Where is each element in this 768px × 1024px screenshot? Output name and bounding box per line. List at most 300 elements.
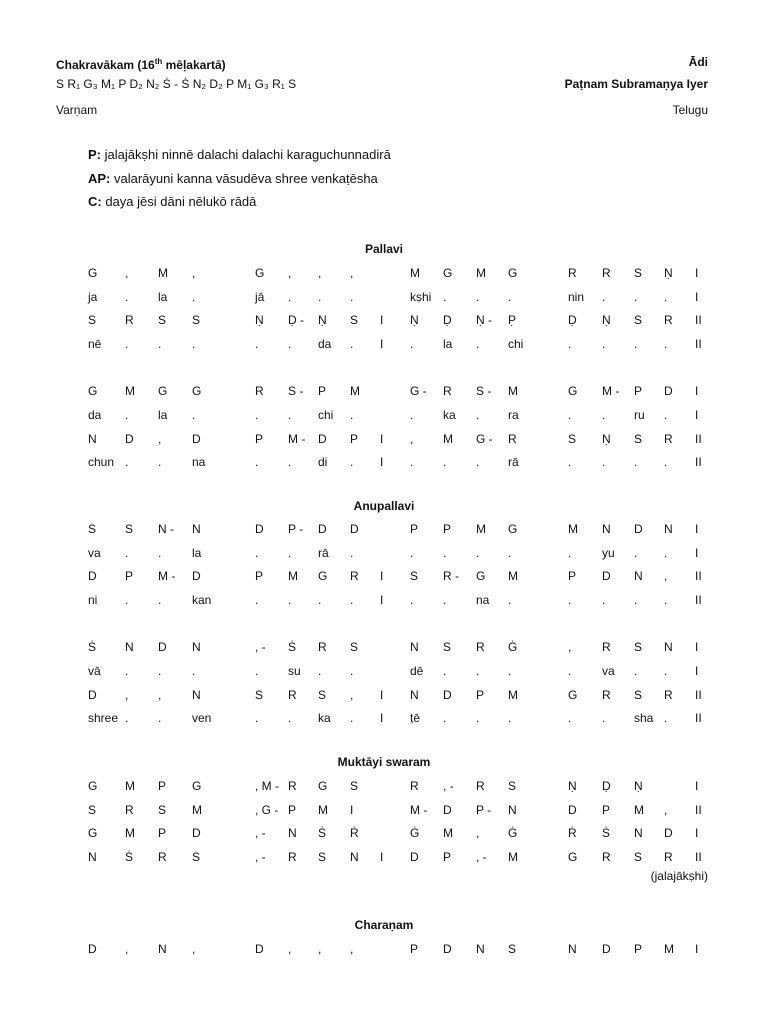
notation-cell: , (568, 640, 572, 654)
notation-cell: P - (476, 803, 492, 817)
notation-cell: vā (88, 664, 101, 678)
notation-cell: P (158, 826, 167, 840)
bar-separator: I (695, 266, 699, 280)
notation-cell: N (664, 640, 673, 654)
tala-label: Ādi (688, 55, 708, 69)
notation-cell: . (443, 455, 447, 469)
notation-cell: P (602, 803, 611, 817)
notation-cell: . (476, 337, 480, 351)
notation-cell: R (125, 803, 134, 817)
notation-cell: . (350, 664, 354, 678)
notation-cell: D (664, 826, 673, 840)
notation-cell: N (350, 850, 359, 864)
notation-cell: N (508, 803, 517, 817)
notation-cell: N (410, 688, 419, 702)
notation-cell: R (664, 432, 673, 446)
section-title: Muktāyi swaram (337, 755, 431, 769)
notation-cell: G (318, 779, 328, 793)
notation-cell: , (288, 942, 292, 956)
notation-cell: Ḍ - (288, 313, 304, 327)
notation-cell: dē (410, 664, 424, 678)
notation-cell: . (288, 290, 292, 304)
notation-cell: P (410, 942, 419, 956)
notation-cell: G (255, 266, 265, 280)
notation-cell: N (192, 522, 201, 536)
notation-cell: Ṡ (288, 640, 297, 654)
notation-cell: . (158, 593, 162, 607)
notation-cell: R (602, 688, 611, 702)
notation-cell: R (476, 640, 485, 654)
notation-cell: D (443, 942, 452, 956)
notation-cell: R (318, 640, 327, 654)
notation-cell: Ṇ (255, 313, 264, 327)
notation-cell: M (508, 688, 518, 702)
notation-cell: N (88, 850, 97, 864)
notation-cell: M (664, 942, 674, 956)
notation-cell: G (318, 569, 328, 583)
notation-cell: . (255, 664, 259, 678)
notation-cell: G - (476, 432, 493, 446)
notation-cell: S - (476, 384, 492, 398)
notation-cell: ru (634, 408, 645, 422)
notation-cell: , - (443, 779, 454, 793)
lyric-charanam (88, 194, 256, 209)
notation-cell: , (125, 266, 129, 280)
notation-cell: la (158, 290, 168, 304)
notation-cell: R (255, 384, 264, 398)
notation-cell: Ḍ (443, 313, 452, 327)
notation-cell: yu (602, 546, 615, 560)
notation-cell: . (508, 711, 512, 725)
notation-cell: Ṡ (88, 640, 97, 654)
section-note: (jalajākṣhi) (650, 869, 708, 883)
notation-cell: , (410, 432, 414, 446)
lyric-pallavi (88, 147, 391, 162)
notation-cell: P (288, 803, 297, 817)
notation-cell: R (508, 432, 517, 446)
notation-cell: G (192, 779, 202, 793)
bar-separator: I (350, 803, 354, 817)
bar-separator: II (695, 688, 702, 702)
notation-cell: . (125, 337, 129, 351)
notation-cell: su (288, 664, 301, 678)
notation-cell: . (443, 593, 447, 607)
bar-separator: II (695, 711, 702, 725)
notation-cell: , - (255, 826, 266, 840)
notation-cell: N (88, 432, 97, 446)
notation-cell: D (88, 569, 97, 583)
notation-cell: . (476, 455, 480, 469)
notation-cell: . (125, 455, 129, 469)
notation-cell: . (602, 408, 606, 422)
composition-form: Varṇam (56, 103, 98, 117)
notation-cell: P (125, 569, 134, 583)
notation-cell: . (288, 593, 292, 607)
notation-cell: R (443, 384, 452, 398)
notation-cell: D (192, 432, 201, 446)
notation-cell: . (410, 408, 414, 422)
notation-cell: ja (88, 290, 98, 304)
notation-cell: , (125, 688, 129, 702)
notation-cell: . (568, 408, 572, 422)
notation-cell: S (634, 850, 643, 864)
notation-cell: Ġ (508, 640, 518, 654)
notation-cell: ka (318, 711, 331, 725)
notation-cell: D (88, 942, 97, 956)
notation-cell: , (664, 569, 668, 583)
notation-cell: M (158, 266, 168, 280)
notation-cell: M (443, 826, 453, 840)
notation-cell: S (158, 313, 167, 327)
notation-cell: P (410, 522, 419, 536)
notation-cell: P (255, 432, 264, 446)
notation-cell: P (634, 942, 643, 956)
lyric-key: P: (88, 147, 101, 162)
notation-cell: R (288, 779, 297, 793)
notation-cell: , (350, 688, 354, 702)
notation-cell: . (125, 408, 129, 422)
notation-cell: . (158, 711, 162, 725)
notation-cell: . (634, 664, 638, 678)
notation-cell: , - (255, 850, 266, 864)
notation-cell: D (125, 432, 134, 446)
bar-separator: II (695, 593, 702, 607)
notation-cell: . (634, 593, 638, 607)
notation-cell: kṣhi (410, 290, 432, 304)
language: Telugu (672, 103, 708, 117)
notation-cell: N (664, 522, 673, 536)
notation-cell: M - (158, 569, 176, 583)
notation-cell: G (476, 569, 486, 583)
notation-cell: G (508, 522, 518, 536)
bar-separator: II (695, 432, 702, 446)
notation-cell: . (664, 664, 668, 678)
notation-cell: , (288, 266, 292, 280)
notation-cell: R (476, 779, 485, 793)
bar-separator: I (695, 826, 699, 840)
notation-cell: P (443, 850, 452, 864)
bar-separator: II (695, 313, 702, 327)
notation-cell: Ġ (410, 826, 420, 840)
notation-cell: , G - (255, 803, 279, 817)
notation-cell: , (664, 803, 668, 817)
notation-cell: R (288, 850, 297, 864)
raga-name-prefix: Chakravākam (16 (56, 58, 155, 72)
notation-cell: N (125, 640, 134, 654)
notation-cell: G (568, 850, 578, 864)
notation-cell: D (350, 522, 359, 536)
notation-cell: S (443, 640, 452, 654)
tala (689, 55, 708, 69)
notation-cell: G - (410, 384, 427, 398)
notation-cell: M (125, 826, 135, 840)
notation-cell: P (568, 569, 577, 583)
notation-cell: M - (410, 803, 428, 817)
bar-separator: II (695, 569, 702, 583)
notation-cell: . (508, 290, 512, 304)
notation-cell: rā (508, 455, 519, 469)
notation-cell: S (508, 779, 517, 793)
notation-cell: . (476, 408, 480, 422)
notation-cell: G (508, 266, 518, 280)
notation-cell: N (288, 826, 297, 840)
notation-cell: . (443, 546, 447, 560)
notation-cell: . (568, 337, 572, 351)
notation-cell: Ṇ (602, 313, 611, 327)
notation-cell: shree (88, 711, 119, 725)
notation-cell: . (664, 711, 668, 725)
notation-cell: . (443, 711, 447, 725)
notation-cell: . (125, 593, 129, 607)
notation-cell: va (88, 546, 101, 560)
notation-cell: , - (255, 640, 266, 654)
notation-cell: N (192, 640, 201, 654)
notation-cell: . (568, 455, 572, 469)
notation-cell: N - (158, 522, 174, 536)
notation-cell: nin (568, 290, 585, 304)
lyric-anupallavi (88, 171, 378, 186)
notation-cell: D (634, 522, 643, 536)
notation-cell: Ḍ (602, 779, 611, 793)
notation-cell: D (255, 522, 264, 536)
notation-cell: , (158, 432, 162, 446)
notation-cell: D (158, 640, 167, 654)
notation-cell: . (318, 290, 322, 304)
notation-cell: M (476, 522, 486, 536)
notation-cell: la (158, 408, 168, 422)
notation-cell: . (476, 664, 480, 678)
notation-cell: ka (443, 408, 456, 422)
notation-cell: . (318, 664, 322, 678)
bar-separator: I (695, 408, 699, 422)
notation-cell: , (476, 826, 480, 840)
notation-cell: D (192, 569, 201, 583)
bar-separator: I (380, 688, 384, 702)
notation-cell: chun (88, 455, 115, 469)
notation-cell: ra (508, 408, 519, 422)
notation-cell: M - (288, 432, 306, 446)
notation-cell: M (350, 384, 360, 398)
notation-cell: , M - (255, 779, 279, 793)
notation-cell: ṭē (410, 711, 421, 725)
notation-cell: Ġ (508, 826, 518, 840)
lyric-key: AP: (88, 171, 111, 186)
notation-cell: S (318, 850, 327, 864)
notation-cell: G (568, 688, 578, 702)
notation-cell: M (125, 779, 135, 793)
notation-cell: , - (476, 850, 487, 864)
composer-name: Paṭnam Subramaṇya Iyer (564, 77, 708, 91)
notation-cell: Ṡ (602, 826, 611, 840)
notation-cell: P (255, 569, 264, 583)
notation-cell: . (634, 546, 638, 560)
composer (565, 77, 708, 91)
notation-cell: D (410, 850, 419, 864)
notation-cell: G (568, 384, 578, 398)
notation-cell: S (634, 688, 643, 702)
notation-cell: R (664, 850, 673, 864)
notation-cell: . (350, 593, 354, 607)
notation-cell: . (634, 290, 638, 304)
notation-cell: . (443, 664, 447, 678)
notation-cell: . (410, 455, 414, 469)
notation-cell: G (88, 826, 98, 840)
notation-cell: M (443, 432, 453, 446)
notation-cell: . (255, 455, 259, 469)
bar-separator: I (380, 432, 384, 446)
notation-cell: sha (634, 711, 654, 725)
notation-cell: R (288, 688, 297, 702)
notation-cell: . (288, 337, 292, 351)
notation-cell: . (125, 664, 129, 678)
notation-cell: la (443, 337, 453, 351)
notation-cell: D (318, 432, 327, 446)
notation-cell: Ṙ (350, 826, 359, 840)
notation-cell: Ṡ (318, 826, 327, 840)
notation-cell: Ṇ - (476, 313, 492, 327)
notation-cell: S (350, 640, 359, 654)
notation-cell: M - (602, 384, 620, 398)
raga-superscript: th (154, 57, 163, 66)
notation-cell: G (88, 779, 98, 793)
notation-cell: N (476, 942, 485, 956)
notation-cell: P (634, 384, 643, 398)
bar-separator: I (380, 313, 384, 327)
raga-title (56, 55, 226, 72)
bar-separator: I (380, 455, 384, 469)
notation-cell: G (158, 384, 168, 398)
lyric-text: valarāyuni kanna vāsudēva shree venkaṭēsha (110, 171, 378, 186)
notation-cell: S (350, 313, 359, 327)
notation-cell: . (350, 455, 354, 469)
notation-cell: . (288, 711, 292, 725)
notation-cell: . (192, 664, 196, 678)
notation-cell: . (410, 593, 414, 607)
notation-cell: . (568, 593, 572, 607)
notation-cell: da (318, 337, 332, 351)
notation-cell: . (158, 546, 162, 560)
notation-cell: M (476, 266, 486, 280)
notation-cell: . (125, 546, 129, 560)
notation-cell: D (318, 522, 327, 536)
notation-cell: M (125, 384, 135, 398)
notation-cell: P - (288, 522, 304, 536)
notation-cell: . (288, 546, 292, 560)
notation-cell: S (634, 432, 643, 446)
notation-cell: kan (192, 593, 212, 607)
notation-cell: . (634, 337, 638, 351)
notation-cell: . (602, 337, 606, 351)
notation-cell: M (318, 803, 328, 817)
bar-separator: I (695, 384, 699, 398)
notation-cell: . (192, 337, 196, 351)
notation-cell: . (192, 408, 196, 422)
notation-cell: Ṇ (568, 779, 577, 793)
notation-cell: M (192, 803, 202, 817)
notation-cell: D (192, 826, 201, 840)
bar-separator: I (380, 337, 384, 351)
bar-separator: I (695, 290, 699, 304)
bar-separator: I (380, 593, 384, 607)
notation-cell: jā (255, 290, 265, 304)
notation-cell: rā (318, 546, 329, 560)
notation-cell: . (602, 290, 606, 304)
notation-cell: R (664, 688, 673, 702)
notation-cell: . (634, 455, 638, 469)
notation-cell: R - (443, 569, 459, 583)
notation-cell: R (602, 640, 611, 654)
notation-cell: D (664, 384, 673, 398)
notation-cell: . (288, 408, 292, 422)
section-title: Pallavi (364, 242, 404, 256)
notation-cell: S (192, 313, 201, 327)
notation-cell: D (568, 803, 577, 817)
notation-cell: . (664, 546, 668, 560)
notation-cell: . (476, 711, 480, 725)
notation-cell: S (88, 313, 97, 327)
notation-cell: M (568, 522, 578, 536)
notation-cell: N (634, 569, 643, 583)
notation-cell: R (602, 850, 611, 864)
notation-cell: G (88, 266, 98, 280)
notation-cell: ni (88, 593, 98, 607)
notation-cell: . (664, 290, 668, 304)
bar-separator: I (695, 546, 699, 560)
notation-cell: R (568, 266, 577, 280)
notation-cell: . (508, 664, 512, 678)
notation-cell: . (255, 711, 259, 725)
notation-cell: N (410, 640, 419, 654)
section-title: Charaṇam (354, 918, 414, 932)
notation-cell: na (476, 593, 490, 607)
notation-cell: . (255, 408, 259, 422)
notation-cell: G (88, 384, 98, 398)
notation-cell: R (664, 313, 673, 327)
notation-cell: , (125, 942, 129, 956)
notation-cell: da (88, 408, 102, 422)
notation-cell: R (125, 313, 134, 327)
notation-cell: . (568, 664, 572, 678)
notation-cell: S (634, 266, 643, 280)
notation-cell: S (158, 803, 167, 817)
notation-cell: Ṡ (125, 850, 134, 864)
notation-cell: chi (318, 408, 334, 422)
notation-cell: P (476, 688, 485, 702)
notation-cell: . (158, 455, 162, 469)
notation-cell: N (568, 942, 577, 956)
notation-cell: . (664, 455, 668, 469)
notation-cell: Ṇ (318, 313, 327, 327)
notation-cell: , (158, 688, 162, 702)
notation-cell: . (568, 546, 572, 560)
notation-cell: Ṇ (410, 313, 419, 327)
notation-cell: chi (508, 337, 524, 351)
bar-separator: I (695, 640, 699, 654)
notation-cell: S (125, 522, 134, 536)
notation-cell: . (602, 711, 606, 725)
notation-cell: P (158, 779, 167, 793)
notation-cell: . (350, 408, 354, 422)
notation-cell: . (443, 290, 447, 304)
notation-cell: D (88, 688, 97, 702)
notation-cell: . (318, 593, 322, 607)
notation-cell: S (508, 942, 517, 956)
notation-cell: S (255, 688, 264, 702)
notation-cell: P (318, 384, 327, 398)
bar-separator: II (695, 337, 702, 351)
notation-cell: M (288, 569, 298, 583)
notation-cell: D (602, 942, 611, 956)
